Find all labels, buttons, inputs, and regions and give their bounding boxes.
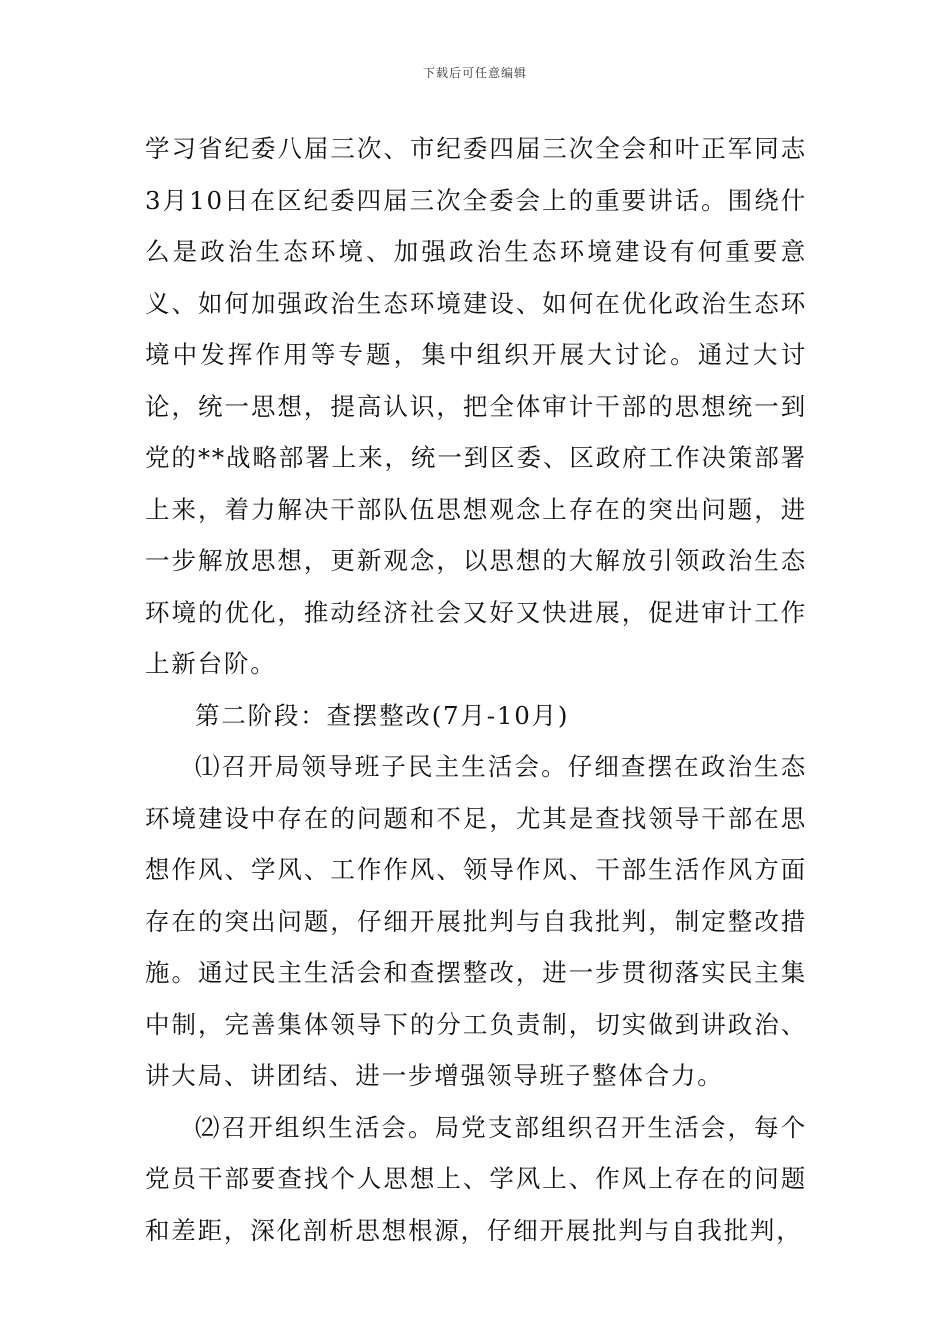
paragraph-leadership-meeting: ⑴召开局领导班子民主生活会。仔细查摆在政治生态环境建设中存在的问题和不足，尤其是查找领导干部在思想作风、学风、工作作风、领导作风、干部生活作风方面存在的突出问题，仔细开展批判与自我批判，制定整改措施。通过民主生活会和查摆整改，进一步贯彻落实民主集中制，完善集体领导下的分工负责制，切实做到讲政治、讲大局、讲团结、进一步增强领导班子整体合力。 [145, 752, 807, 1090]
document-body [145, 123, 807, 1256]
header-note: 下载后可任意编辑 [422, 66, 527, 80]
section-heading-stage-two: 第二阶段：查摆整改(7月-10月) [195, 700, 570, 730]
paragraph-study-content: 学习省纪委八届三次、市纪委四届三次全会和叶正军同志3月10日在区纪委四届三次全委会上的重要讲话。围绕什么是政治生态环境、加强政治生态环境建设有何重要意义、如何加强政治生态环境建设、如何在优化政治生态环境中发挥作用等专题，集中组织开展大讨论。通过大讨论，统一思想，提高认识，把全体审计干部的思想统一到党的**战略部署上来，统一到区委、区政府工作决策部署上来，着力解决干部队伍思想观念上存在的突出问题，进一步解放思想，更新观念，以思想的大解放引领政治生态环境的优化，推动经济社会又好又快进展，促进审计工作上新台阶。 [145, 134, 807, 678]
paragraph-organization-meeting: ⑵召开组织生活会。局党支部组织召开生活会，每个党员干部要查找个人思想上、学风上、作风上存在的问题和差距，深化剖析思想根源，仔细开展批判与自我批判， [145, 1112, 807, 1245]
